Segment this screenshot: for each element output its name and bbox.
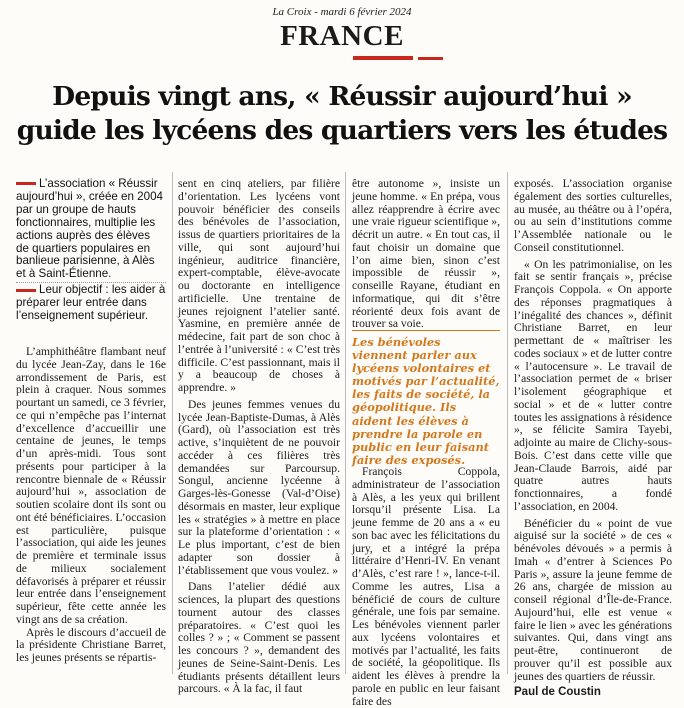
section-rule-accent <box>418 57 443 60</box>
body-paragraph: être autonome », insiste un jeune homme. « En prépa, vous allez réapprendre à écrire avec une vraie rigueur scientifique », décrit un autre. « En tout cas, il faut choisir un domaine que l’on aime bien, sinon c’est impossible de réussir », conseille Rayane, étudiant en informatique, qui dit s’être réorienté deux fois avant de trouver sa voie. <box>352 177 500 331</box>
column-3-bottom <box>352 466 500 708</box>
headline-line-1: Depuis vingt ans, « Réussir aujourd’hui » <box>52 81 632 112</box>
body-paragraph: Dans l’atelier dédié aux sciences, la plupart des questions tournent autour des classes préparatoires. « C’est quoi les colles ? » ; « Comment se passent les concours ? », demandent des jeunes de Seine-Saint-Denis. Les étudiants présents détaillent leurs parcours. « À la fac, il faut <box>178 580 340 696</box>
lead-marker <box>16 182 36 185</box>
headline-line-2: guide les lycéens des quartiers vers les études <box>16 115 668 146</box>
column-2 <box>178 178 340 696</box>
column-divider <box>507 172 508 674</box>
column-4 <box>514 178 672 699</box>
pull-quote: Les bénévoles viennent parler aux lycéens volontaires et motivés par l’actualité, les faits de société, la géopolitique. Ils aident les élèves à prendre la parole en public en leur faisant faire des exposés. <box>352 330 500 467</box>
lead-marker <box>16 289 36 292</box>
body-paragraph: sent en cinq ateliers, par filière d’orientation. Les lycéens vont pouvoir bénéficier des conseils des bénévoles de l’association, issus de quartiers prioritaires de la ville, qui sont aujourd’hui ingénieur, auditrice financière, expert-comptable, élève-avocate ou doctorante en intelligence artificielle. Une trentaine de jeunes rejoignent l’atelier santé. Yasmine, en première année de médecine, fait part de son choc à l’entrée à l’université : « C’est très difficile. C’est passionnant, mais il y a beaucoup de choses à apprendre. » <box>178 177 340 394</box>
column-3-top <box>352 178 500 331</box>
column-1 <box>16 346 166 665</box>
body-paragraph: « On les patrimonialise, on les fait se sentir français », précise François Coppola. « On apporte des réponses pragmatiques à l’inégalité des chances », définit Christiane Barret, en leur permettant de « maîtriser les codes sociaux » et de lutter contre « l’autocensure ». Le travail de l’association permet de « briser l’isolement géographique et social » et de « lutter contre toutes les assignations à résidence », se félicite Samira Tayebi, adjointe au maire de Clichy-sous-Bois. C’est dans cette ville que Jean-Claude Barrois, aidé par quatre autres hauts fonctionnaires, a fondé l’association, en 2004. <box>514 257 672 513</box>
body-paragraph: Des jeunes femmes venues du lycée Jean-Baptiste-Dumas, à Alès (Gard), où l’association est très active, s’inquiètent de ne pouvoir accéder à ces filières très demandées sur Parcoursup. Songul, ancienne lycéenne à Garges-lès-Gonesse (Val-d’Oise) désormais en master, leur explique les « stratégies » à mettre en place sur la plateforme d’orientation : « Le plus important, c’est de bien adapter son dossier à l’établissement que vous voulez. » <box>178 397 340 577</box>
section-rule <box>353 56 413 60</box>
masthead <box>0 6 684 58</box>
section-title: FRANCE <box>280 20 404 52</box>
body-paragraph: Bénéficier du « point de vue aiguisé sur la société » de ces « bénévoles dévoués » a permis à Imah « d’entrer à Sciences Po Paris », assure la jeune femme de 26 ans, chargée de mission au conseil régional d’Île-de-France. Aujourd’hui, elle est venue « faire le lien » avec les générations suivantes. Qui, dans vingt ans peut-être, continueront de prouver qu’il est possible aux jeunes des quartiers de réussir. <box>514 516 672 683</box>
lead-paragraph-1: L’association « Réussir aujourd’hui », créée en 2004 par un groupe de hauts fonctionnaires, multiplie les actions auprès des élèves de quartiers populaires en banlieue parisienne, à Alès et à Saint-Étienne. <box>16 177 163 281</box>
column-divider <box>345 172 346 674</box>
column-divider <box>172 172 173 674</box>
lead-paragraph-2: Leur objectif : les aider à préparer leur entrée dans l’enseignement supérieur. <box>16 283 166 323</box>
body-paragraph: exposés. L’association organise également des sorties culturelles, au musée, au théâtre ou à l’opéra, ou au sein d’institutions comme l’Assemblée nationale ou le Conseil constitutionnel. <box>514 177 672 254</box>
byline: Paul de Coustin <box>514 686 601 699</box>
body-paragraph: L’amphithéâtre flambant neuf du lycée Jean-Zay, dans le 16e arrondissement de Paris, est plein à craquer. Nous sommes pourtant un samedi, ce 3 février, ce qui n’empêche pas l’internat d’excellence d’accueillir une centaine de jeunes, le temps d’un après-midi. Tous sont présents pour participer à la rencontre biennale de « Réussir aujourd’hui », association de soutien scolaire dont ils sont ou ont été bénéficiaires. L’occasion est particulière, puisque l’association, qui aide les jeunes de première et terminale issus de milieux socialement défavorisés à préparer et réussir leur entrée dans l’enseignement supérieur, fête cette année les vingt ans de sa création. <box>16 345 166 626</box>
body-paragraph: François Coppola, administrateur de l’association à Alès, a les yeux qui brillent lorsqu’il présente Lisa. La jeune femme de 20 ans a « eu son bac avec les félicitations du jury, et a intégré la prépa littéraire d’Henri-IV. En venant d’Alès, c’est rare ! », lance-t-il. Comme les autres, Lisa a bénéficié de cours de culture générale, une fois par semaine. Les bénévoles viennent parler aux lycéens volontaires et motivés par l’actualité, les faits de société, la géopolitique. Ils aident les élèves à prendre la parole en public en leur faisant faire des <box>352 465 500 708</box>
article-headline <box>12 80 672 148</box>
publication-line: La Croix - mardi 6 février 2024 <box>272 6 412 18</box>
body-paragraph: Après le discours d’accueil de la présidente Christiane Barret, les jeunes présents se répartis- <box>16 625 166 664</box>
lead-box <box>16 178 166 323</box>
